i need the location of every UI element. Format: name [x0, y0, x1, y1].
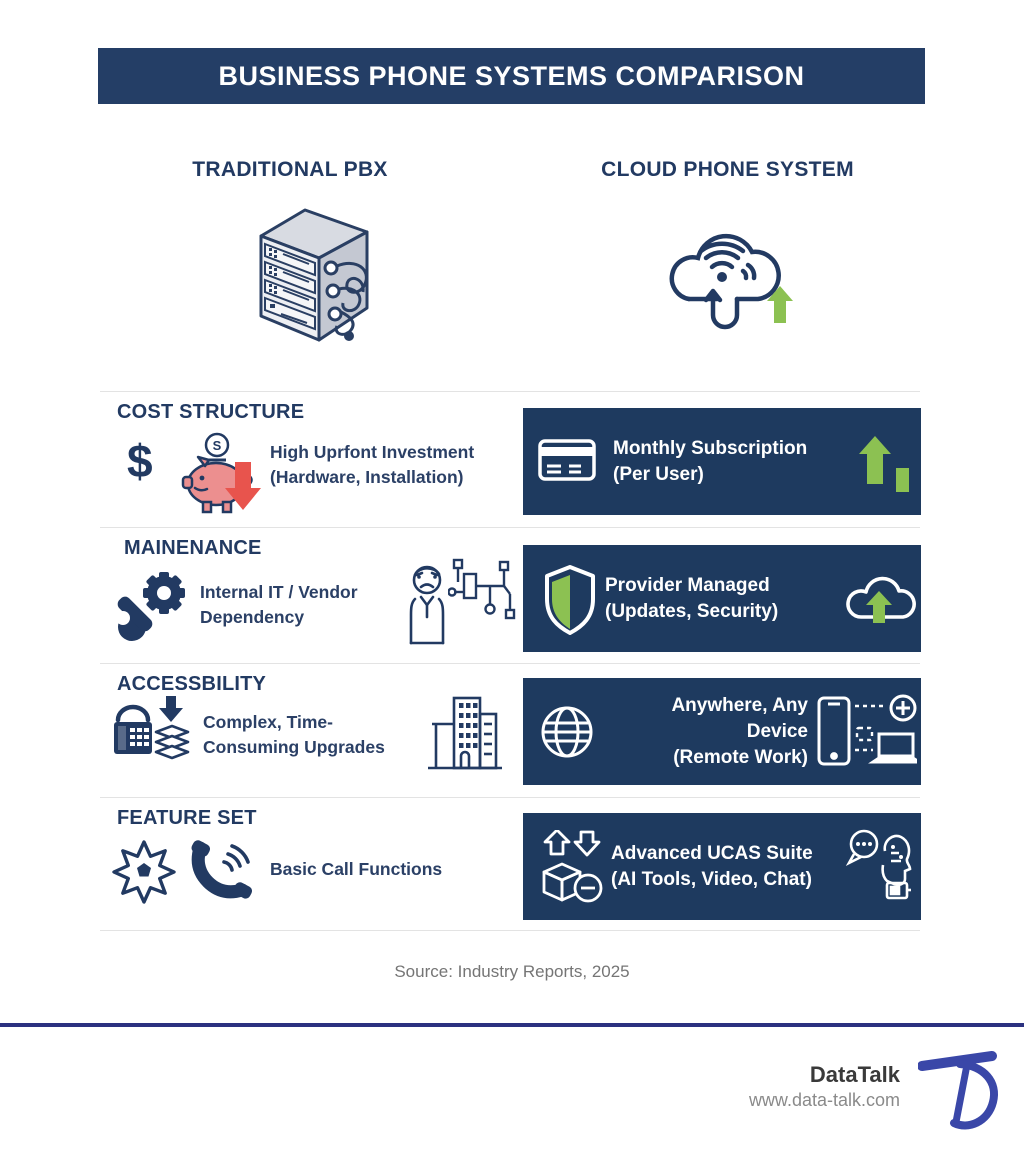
credit-card-icon	[538, 437, 596, 488]
footer-brand-block	[749, 1062, 900, 1111]
cloud-cost-box	[523, 408, 921, 515]
pbx-accessibility-text	[203, 710, 385, 760]
section-divider	[100, 930, 920, 931]
row-heading-cost-structure: COST STRUCTURE	[117, 401, 305, 423]
office-building-icon	[426, 692, 504, 779]
title-banner	[98, 48, 925, 104]
svg-text:S: S	[212, 438, 222, 453]
green-up-arrow-bar-icon	[859, 436, 909, 501]
wrench-gear-icon	[110, 565, 192, 652]
pbx-cost-line2: (Hardware, Installation)	[270, 467, 464, 487]
pbx-cost-line1: High Uprfont Investment	[270, 442, 475, 462]
cloud-upload-green-icon	[841, 565, 917, 636]
section-divider	[100, 527, 920, 528]
brand-website: www.data-talk.com	[748, 1090, 900, 1110]
worried-technician-icon	[403, 563, 451, 658]
pbx-cost-text	[270, 440, 474, 490]
globe-icon	[539, 704, 595, 765]
pbx-maintenance-line2: Dependency	[200, 607, 305, 627]
red-down-arrow-icon	[224, 462, 262, 517]
d-logo	[918, 1044, 1010, 1141]
brand-name: DataTalk	[809, 1062, 900, 1087]
cloud-cost-line1: Monthly Subscription	[613, 437, 808, 459]
section-divider	[100, 391, 920, 392]
row-heading-accessbility: ACCESSBILITY	[117, 673, 267, 695]
desk-phone-download-stack-icon	[110, 694, 196, 775]
column-header-traditional-pbx: TRADITIONAL PBX	[192, 158, 388, 181]
cloud-maintenance-line2: (Updates, Security)	[605, 600, 779, 622]
page-title: BUSINESS PHONE SYSTEMS COMPARISON	[218, 60, 805, 91]
cloud-wifi-upload-icon	[655, 205, 795, 350]
cloud-features-box	[523, 813, 921, 920]
pbx-accessibility-line1: Complex, Time-	[203, 712, 333, 732]
pbx-features-text	[270, 857, 442, 882]
footer-rule	[0, 1023, 1024, 1027]
starburst-icon	[110, 838, 178, 911]
cloud-accessibility-box	[523, 678, 921, 785]
cloud-cost-line2: (Per User)	[613, 463, 704, 485]
phone-laptop-plus-icon	[817, 692, 917, 779]
section-divider	[100, 797, 920, 798]
pbx-maintenance-text	[200, 580, 358, 630]
dollar-sign-icon: $	[127, 435, 153, 487]
cloud-features-line1: Advanced UCAS Suite	[611, 842, 813, 864]
source-note: Source: Industry Reports, 2025	[394, 962, 630, 981]
cloud-cost-text	[613, 408, 843, 515]
cloud-features-line2: (AI Tools, Video, Chat)	[611, 868, 812, 890]
pbx-maintenance-line1: Internal IT / Vendor	[200, 582, 358, 602]
column-header-cloud-phone: CLOUD PHONE SYSTEM	[601, 158, 854, 181]
phone-handset-waves-icon	[190, 840, 254, 907]
cloud-accessibility-text	[608, 678, 808, 785]
pbx-features-line1: Basic Call Functions	[270, 859, 443, 879]
cloud-features-text	[611, 813, 851, 920]
upload-download-box-icon	[538, 830, 610, 911]
cloud-maintenance-line1: Provider Managed	[605, 574, 770, 596]
row-heading-feature-set: FEATURE SET	[117, 807, 257, 829]
cloud-accessibility-line2: (Remote Work)	[673, 746, 808, 768]
row-heading-mainenance: MAINENANCE	[124, 537, 262, 559]
pbx-accessibility-line2: Consuming Upgrades	[203, 737, 385, 757]
shield-green-icon	[541, 563, 599, 642]
cloud-maintenance-box	[523, 545, 921, 652]
pbx-server-icon	[245, 196, 385, 351]
cloud-accessibility-line1: Anywhere, Any Device	[671, 694, 808, 742]
cloud-maintenance-text	[605, 545, 845, 652]
chat-ai-head-icon	[845, 829, 915, 912]
section-divider	[100, 663, 920, 664]
network-nodes-icon	[448, 558, 516, 637]
